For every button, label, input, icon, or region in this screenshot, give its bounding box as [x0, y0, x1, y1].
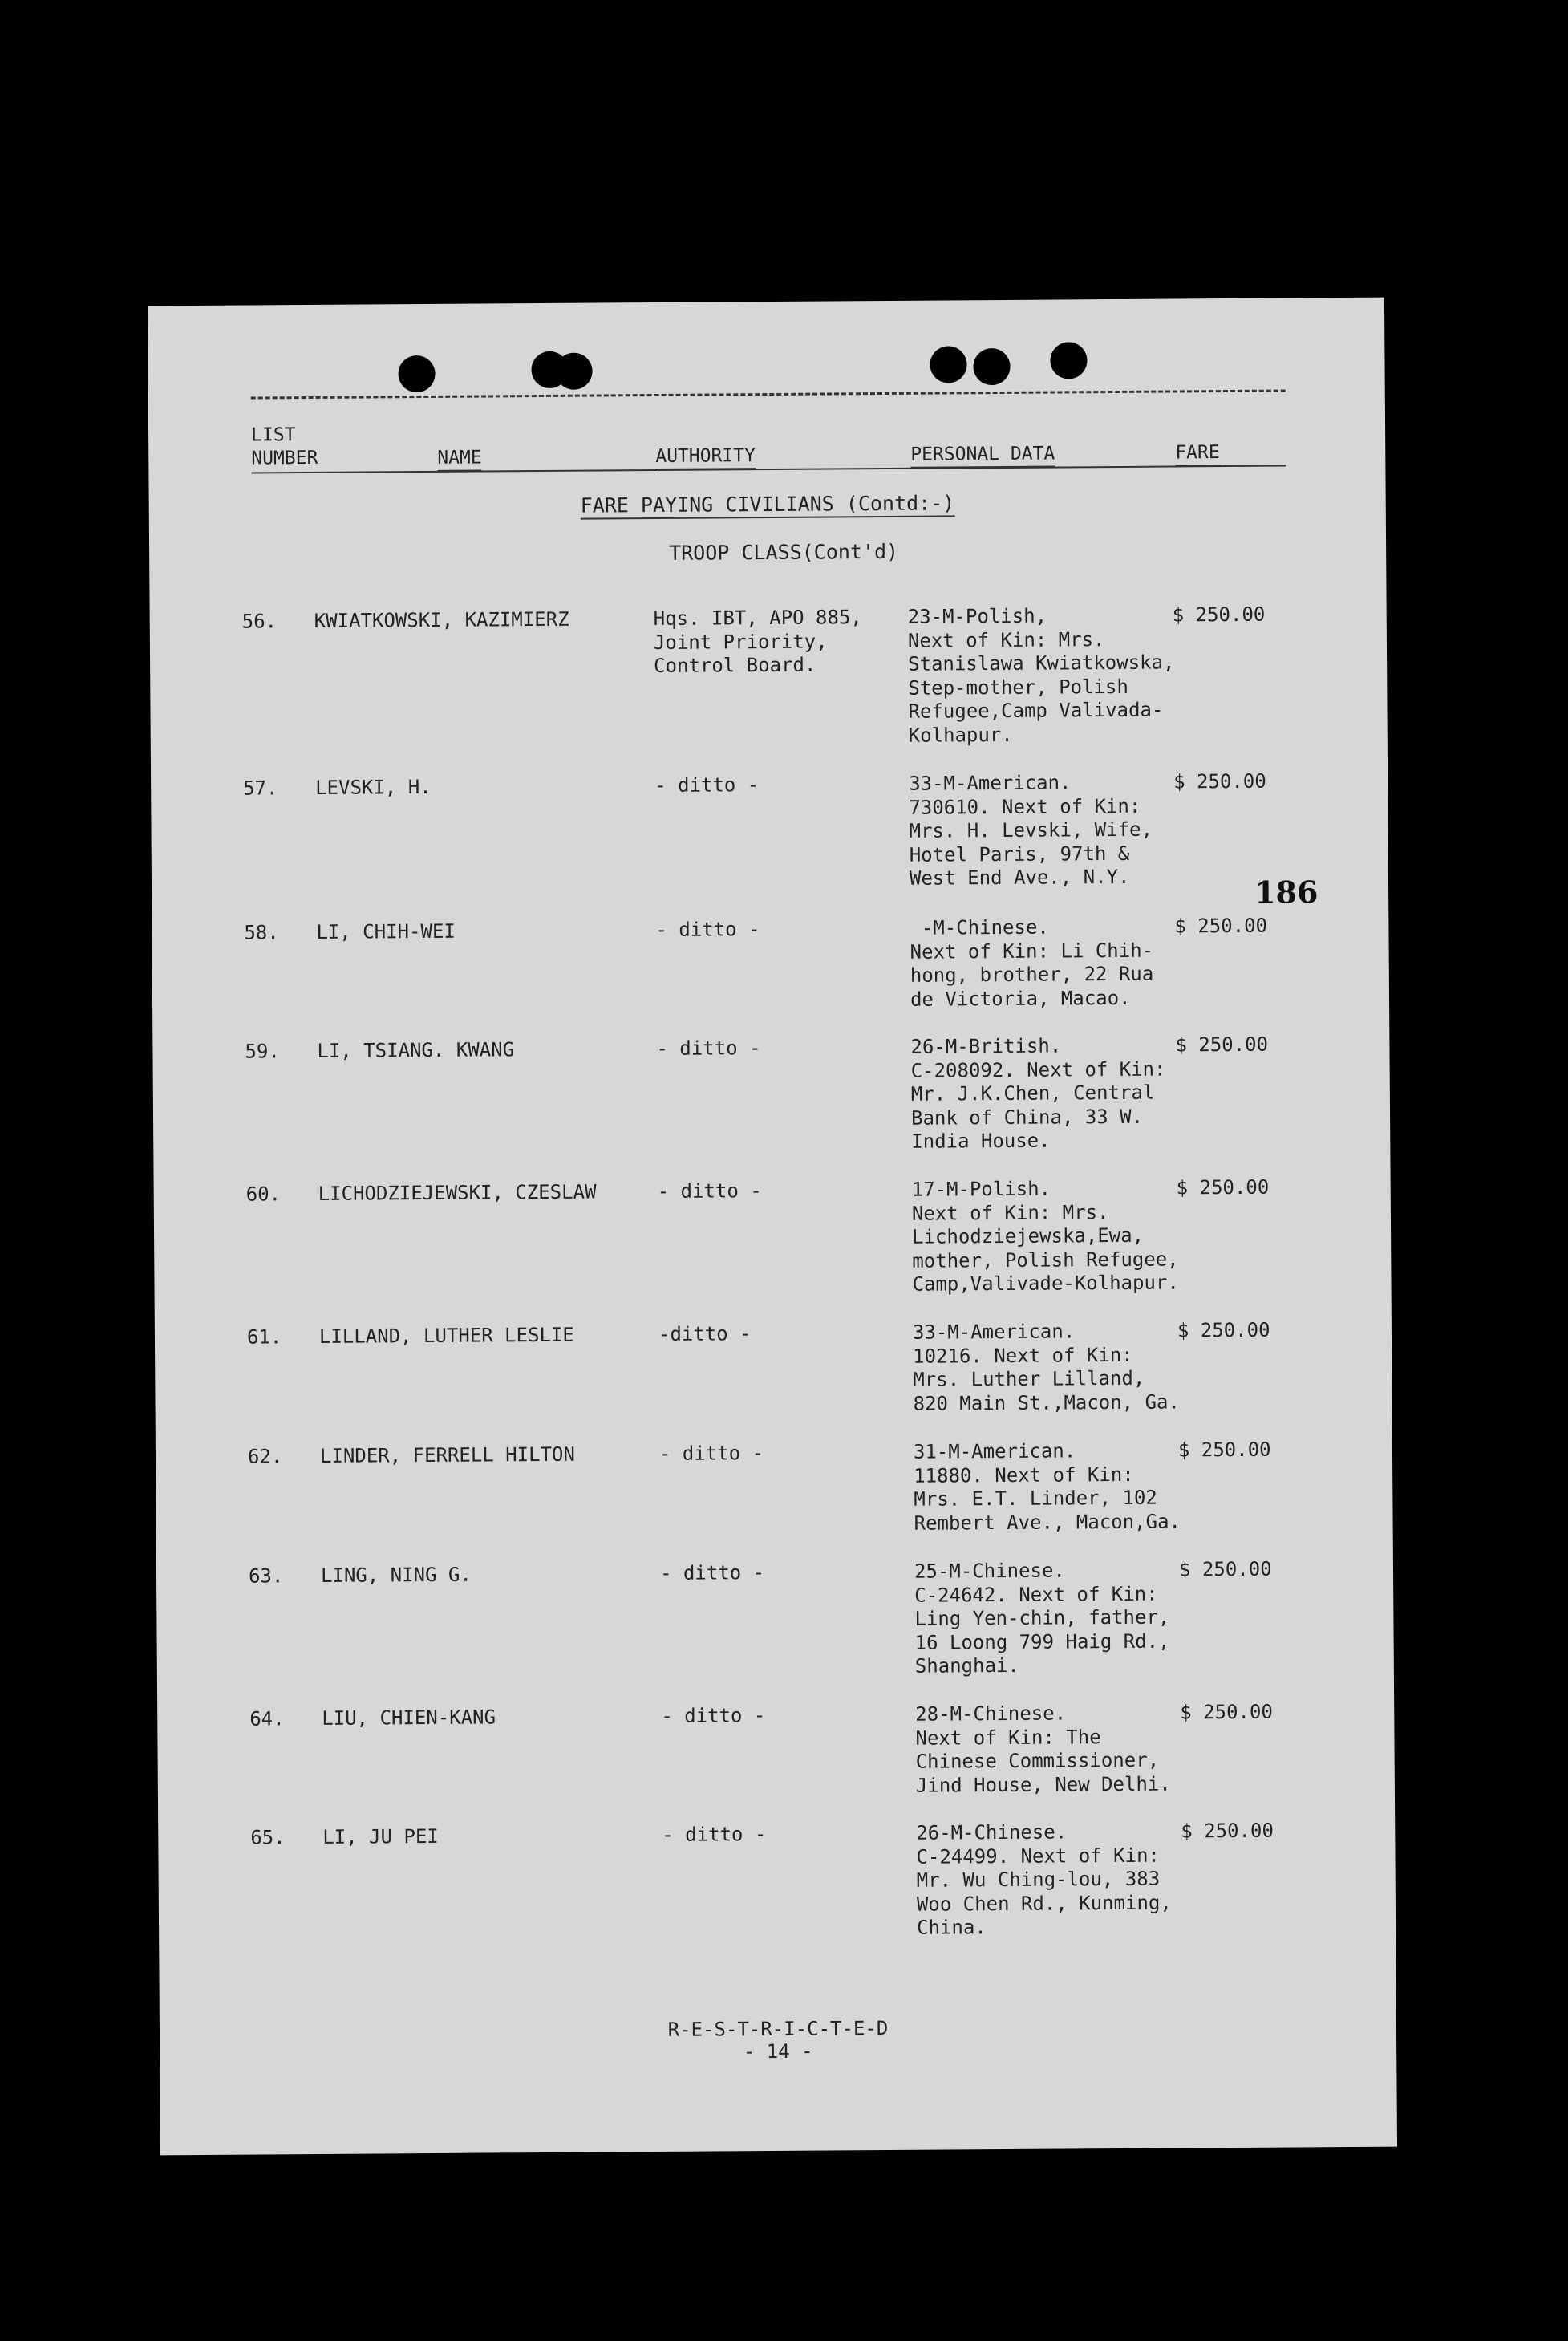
list-entry — [158, 1819, 1395, 1939]
header-name: NAME — [437, 447, 482, 472]
list-number: 60. — [245, 1183, 282, 1206]
personal-data: 33-M-American. 730610. Next of Kin: Mrs. H. Levski, Wife, Hotel Paris, 97th & West End Ave., N.Y. — [909, 771, 1153, 890]
authority: - ditto - — [656, 1037, 761, 1061]
list-entry — [152, 914, 1388, 1011]
list-number: 59. — [245, 1040, 280, 1063]
footer-page-number: - 14 - — [743, 2039, 813, 2063]
passenger-name: LILLAND, LUTHER LESLIE — [318, 1323, 574, 1348]
subsection-title: TROOP CLASS(Cont'd) — [669, 539, 899, 565]
personal-data: 31-M-American. 11880. Next of Kin: Mrs. E.T. Linder, 102 Rembert Ave., Macon,Ga. — [913, 1439, 1181, 1535]
list-number: 65. — [250, 1826, 286, 1849]
passenger-name: LIU, CHIEN-KANG — [322, 1706, 496, 1730]
list-number: 64. — [249, 1707, 285, 1730]
personal-data: 28-M-Chinese. Next of Kin: The Chinese Commissioner, Jind House, New Delhi. — [915, 1702, 1171, 1797]
personal-data: 17-M-Polish. Next of Kin: Mrs. Lichodziejewska,Ewa, mother, Polish Refugee, Camp,Valivade-Kolhapur. — [911, 1177, 1179, 1296]
list-number: 56. — [241, 610, 278, 633]
list-number: 62. — [247, 1445, 283, 1468]
passenger-name: LING, NING G. — [320, 1563, 472, 1587]
authority: - ditto - — [658, 1442, 764, 1465]
authority: - ditto - — [659, 1561, 765, 1584]
passenger-name: LI, TSIANG. KWANG — [317, 1038, 515, 1062]
fare: $ 250.00 — [1177, 1438, 1271, 1462]
passenger-name: LEVSKI, H. — [315, 775, 432, 799]
personal-data: 33-M-American. 10216. Next of Kin: Mrs. Luther Lilland, 820 Main St.,Macon, Ga. — [912, 1320, 1180, 1415]
authority: - ditto - — [654, 773, 760, 797]
authority: Hqs. IBT, APO 885, Joint Priority, Control Board. — [653, 606, 862, 678]
fare: $ 250.00 — [1178, 1557, 1272, 1581]
header-personal-data: PERSONAL DATA — [910, 443, 1055, 469]
punch-hole — [1050, 342, 1087, 379]
personal-data: -M-Chinese. Next of Kin: Li Chih- hong, brother, 22 Rua de Victoria, Macao. — [910, 915, 1154, 1011]
personal-data: 25-M-Chinese. C-24642. Next of Kin: Ling Yen-chin, father, 16 Loong 799 Haig Rd., Shanghai. — [914, 1559, 1170, 1678]
list-number: 58. — [244, 921, 279, 944]
fare: $ 250.00 — [1176, 1175, 1270, 1199]
fare: $ 250.00 — [1173, 769, 1266, 793]
authority: - ditto - — [655, 918, 760, 942]
document-page — [148, 298, 1397, 2156]
header-fare: FARE — [1175, 441, 1220, 466]
header-underline — [251, 465, 1286, 474]
punch-hole — [398, 355, 435, 392]
section-title: FARE PAYING CIVILIANS (Contd:-) — [581, 491, 955, 519]
list-number: 63. — [248, 1564, 284, 1588]
passenger-name: LI, JU PEI — [322, 1824, 439, 1848]
fare: $ 250.00 — [1181, 1819, 1274, 1843]
list-entry — [156, 1557, 1393, 1678]
stamp-number: 186 — [1254, 874, 1319, 911]
header-list-number: LIST NUMBER — [251, 424, 318, 469]
personal-data: 26-M-Chinese. C-24499. Next of Kin: Mr. Wu Ching-lou, 383 Woo Chen Rd., Kunming, China. — [916, 1820, 1172, 1939]
list-number: 61. — [246, 1325, 282, 1349]
authority: - ditto - — [657, 1179, 762, 1203]
list-entry — [155, 1318, 1392, 1415]
list-number: 57. — [243, 777, 278, 800]
list-entry — [156, 1438, 1392, 1535]
fare: $ 250.00 — [1175, 1033, 1269, 1057]
fare: $ 250.00 — [1172, 602, 1266, 627]
punch-hole — [930, 346, 966, 383]
fare: $ 250.00 — [1177, 1318, 1270, 1342]
list-entry — [154, 1175, 1391, 1296]
personal-data: 23-M-Polish, Next of Kin: Mrs. Stanislawa Kwiatkowska, Step-mother, Polish Refugee,Camp Valivada- Kolhapur. — [907, 604, 1175, 747]
punch-hole — [555, 353, 592, 390]
list-entry — [150, 602, 1387, 747]
list-entry — [152, 1033, 1389, 1153]
fare: $ 250.00 — [1174, 914, 1268, 938]
list-entry — [157, 1700, 1394, 1797]
authority: - ditto - — [662, 1823, 767, 1846]
passenger-name: KWIATKOWSKI, KAZIMIERZ — [314, 607, 569, 632]
footer-classification: R-E-S-T-R-I-C-T-E-D — [667, 2017, 889, 2041]
fare: $ 250.00 — [1180, 1700, 1273, 1724]
passenger-name: LICHODZIEJEWSKI, CZESLAW — [318, 1180, 597, 1205]
punch-hole — [973, 348, 1010, 385]
list-entry — [151, 769, 1388, 890]
authority: -ditto - — [658, 1322, 752, 1345]
passenger-name: LINDER, FERRELL HILTON — [319, 1442, 575, 1467]
authority: - ditto - — [661, 1704, 766, 1727]
personal-data: 26-M-British. C-208092. Next of Kin: Mr. J.K.Chen, Central Bank of China, 33 W. India House. — [910, 1034, 1166, 1153]
header-rule — [251, 390, 1286, 400]
passenger-name: LI, CHIH-WEI — [316, 919, 456, 943]
header-authority: AUTHORITY — [655, 444, 756, 470]
